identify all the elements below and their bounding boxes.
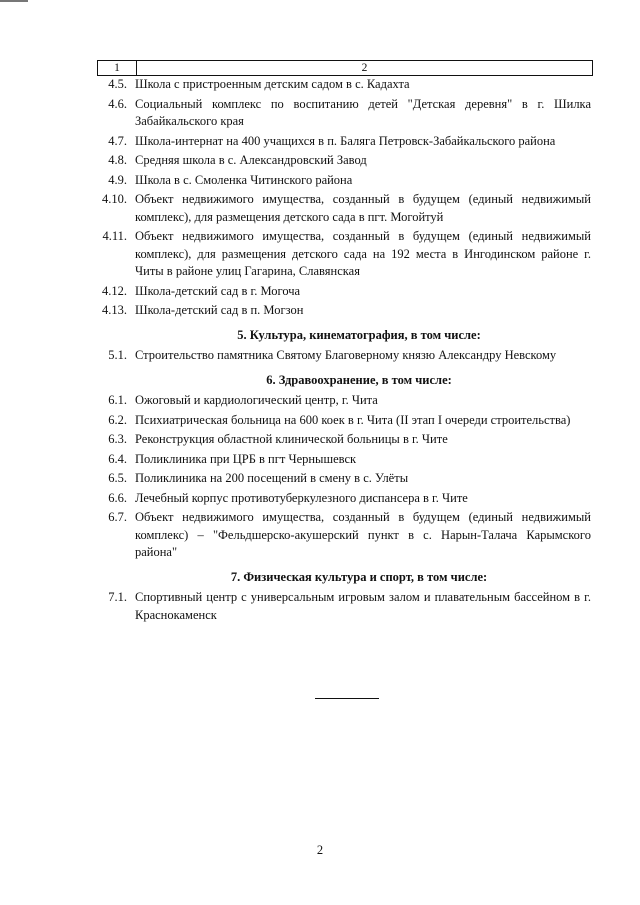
- list-item: [97, 133, 591, 151]
- item-text: Школа в с. Смоленка Читинского района: [135, 172, 353, 187]
- item-number: 6.2.: [108, 412, 127, 427]
- item-text: Объект недвижимого имущества, созданный в будущем (единый недвижимый комплекс), для размещения детского сада на 192 места в Ингодинском районе г. Читы в районе улиц Гагарина, Славянская: [135, 229, 591, 278]
- item-number: 4.6.: [108, 96, 127, 111]
- list-item: [97, 412, 591, 430]
- corner-mark: [0, 0, 28, 2]
- list-item: [97, 191, 591, 226]
- list-item: [97, 509, 591, 562]
- item-text: Строительство памятника Святому Благоверному князю Александру Невскому: [135, 348, 557, 362]
- table-header: [97, 60, 593, 76]
- item-number: 4.8.: [108, 153, 127, 167]
- list-item: [97, 228, 591, 281]
- section-7-title: 7. Физическая культура и спорт, в том числе:: [230, 569, 488, 584]
- list-item: [97, 470, 591, 488]
- item-number: 6.1.: [108, 393, 127, 407]
- item-text: Школа-детский сад в п. Могзон: [135, 303, 304, 317]
- item-number: 4.5.: [108, 77, 127, 91]
- item-number: 6.4.: [108, 451, 127, 466]
- section-6-items: [97, 392, 591, 562]
- list-item: [97, 347, 591, 365]
- list-item: [97, 451, 591, 469]
- page-number: 2: [316, 843, 324, 857]
- separator-line: [315, 698, 379, 699]
- list-item: [97, 490, 591, 508]
- list-item: [97, 589, 591, 624]
- item-number: 7.1.: [108, 590, 127, 604]
- item-number: 6.3.: [108, 432, 127, 446]
- list-item: [97, 96, 591, 131]
- item-text: Лечебный корпус противотуберкулезного диспансера в г. Чите: [135, 490, 468, 505]
- item-number: 4.13.: [102, 303, 127, 317]
- item-text: Школа-интернат на 400 учащихся в п. Баляга Петровск-Забайкальского района: [135, 133, 556, 148]
- section-6-title: 6. Здравоохранение, в том числе:: [266, 372, 452, 387]
- section-5-items: [97, 347, 591, 365]
- item-number: 6.7.: [108, 510, 127, 524]
- item-number: 4.7.: [108, 133, 127, 148]
- list-item: [97, 392, 591, 410]
- list-item: [97, 172, 591, 190]
- item-number: 4.12.: [102, 283, 127, 298]
- list-item: [97, 431, 591, 449]
- section-7-items: [97, 589, 591, 624]
- list-item: [97, 76, 591, 94]
- item-text: Объект недвижимого имущества, созданный в будущем (единый недвижимый комплекс), для размещения детского сада в пгт. Могойтуй: [135, 192, 591, 224]
- item-text: Объект недвижимого имущества, созданный в будущем (единый недвижимый комплекс) – "Фельдшерско-акушерский пункт в с. Нарын-Талача Карымского района": [135, 510, 591, 559]
- item-text: Школа с пристроенным детским садом в с. Кадахта: [135, 77, 410, 91]
- item-number: 4.9.: [108, 172, 127, 187]
- item-text: Социальный комплекс по воспитанию детей "Детская деревня" в г. Шилка Забайкальского края: [135, 96, 591, 128]
- document-body: [97, 76, 591, 626]
- list-item: [97, 302, 591, 320]
- item-number: 6.5.: [108, 471, 127, 485]
- item-text: Психиатрическая больница на 600 коек в г. Чита (II этап I очереди строительства): [135, 412, 571, 427]
- item-text: Ожоговый и кардиологический центр, г. Чита: [135, 393, 378, 407]
- item-text: Средняя школа в с. Александровский Завод: [135, 153, 367, 167]
- header-col-2: 2: [361, 62, 368, 74]
- section-5-title: 5. Культура, кинематография, в том числе:: [237, 327, 481, 342]
- item-number: 5.1.: [108, 348, 127, 362]
- list-item: [97, 283, 591, 301]
- item-text: Поликлиника на 200 посещений в смену в с. Улёты: [135, 471, 409, 485]
- education-items: [97, 76, 591, 320]
- item-text: Поликлиника при ЦРБ в пгт Чернышевск: [135, 451, 357, 466]
- header-col-1: 1: [98, 61, 137, 75]
- item-text: Реконструкция областной клинической больницы в г. Чите: [135, 432, 448, 446]
- item-text: Спортивный центр с универсальным игровым залом и плавательным бассейном в г. Краснокаменск: [135, 590, 591, 622]
- item-number: 4.11.: [102, 229, 127, 243]
- item-text: Школа-детский сад в г. Могоча: [135, 283, 301, 298]
- item-number: 4.10.: [102, 192, 127, 206]
- list-item: [97, 152, 591, 170]
- item-number: 6.6.: [108, 490, 127, 505]
